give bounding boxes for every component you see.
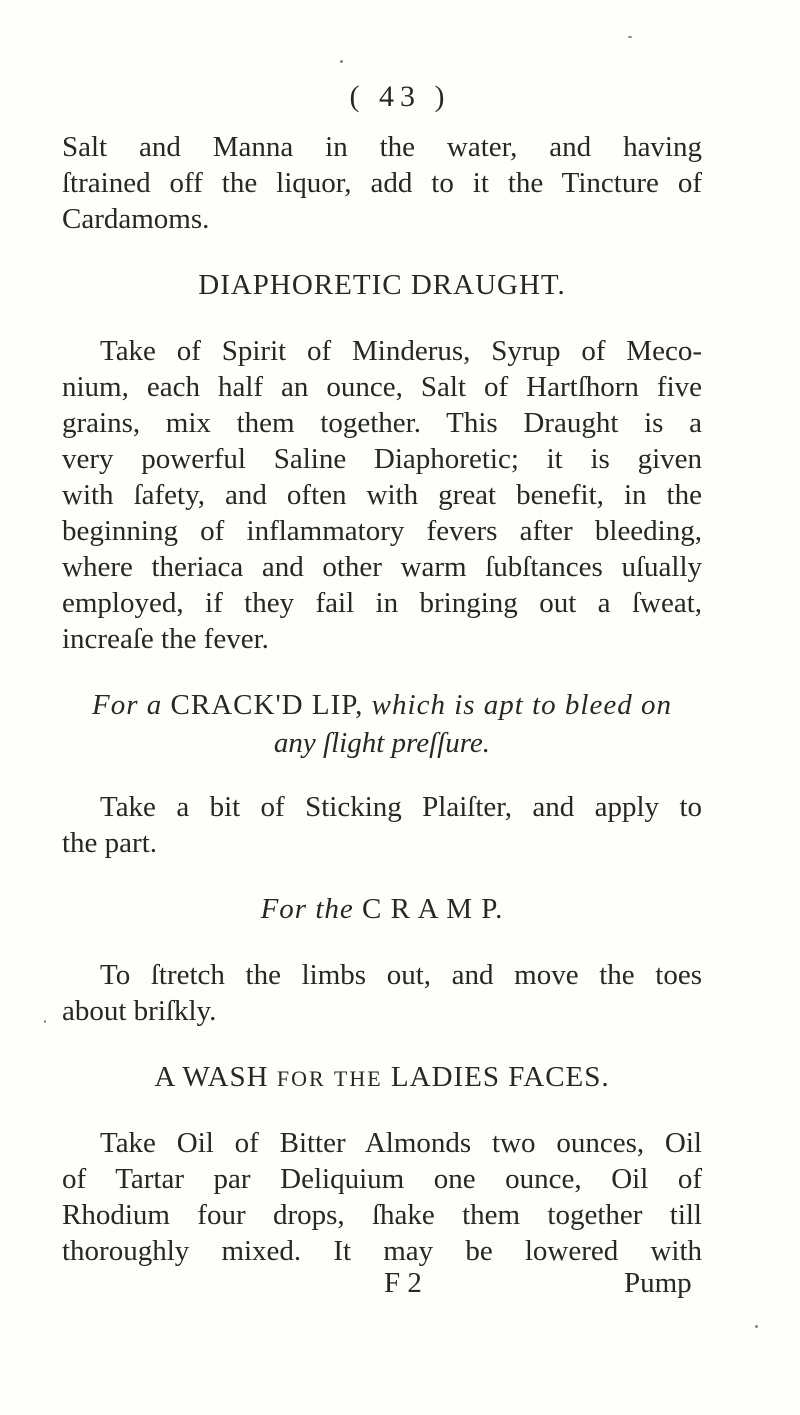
text-line: grains, mix them together. This Draught is a (62, 407, 702, 439)
text-line: increaſe the fever. (62, 623, 269, 655)
heading-the: THE (333, 1066, 383, 1091)
heading-for: FOR (276, 1066, 326, 1091)
section-heading-subline: any ſlight preſſure. (273, 727, 491, 759)
section-heading-cramp (62, 893, 702, 926)
paper-speck (628, 36, 632, 38)
text-line: thoroughly mixed. It may be lowered with (62, 1235, 702, 1267)
paper-speck (44, 1020, 46, 1023)
text-line: Take of Spirit of Minderus, Syrup of Meco- (100, 335, 702, 367)
paper-speck (340, 60, 343, 63)
heading-a: A WASH (154, 1061, 269, 1093)
heading-title: CRACK'D LIP, (170, 689, 364, 721)
text-line: To ſtretch the limbs out, and move the toes (100, 959, 702, 991)
catchword: Pump (624, 1267, 692, 1299)
text-line: ſtrained off the liquor, add to it the Tincture of (62, 167, 702, 199)
heading-title: C R A M P. (362, 893, 504, 925)
text-line: Take Oil of Bitter Almonds two ounces, Oil (100, 1127, 702, 1159)
heading-prefix: For the (260, 893, 354, 925)
heading-suffix: which is apt to bleed on (371, 689, 672, 721)
text-line: nium, each half an ounce, Salt of Hartſhorn five (62, 371, 702, 403)
text-line: the part. (62, 827, 158, 859)
section-heading-cracked-lip (62, 689, 702, 722)
section-heading-wash (62, 1061, 702, 1094)
section-heading-diaphoretic: DIAPHORETIC DRAUGHT. (198, 269, 566, 301)
text-line: employed, if they fail in bringing out a ſweat, (62, 587, 702, 619)
text-line: of Tartar par Deliquium one ounce, Oil of (62, 1163, 702, 1195)
text-line: Take a bit of Sticking Plaiſter, and apply to (100, 791, 702, 823)
text-line: about briſkly. (62, 995, 217, 1027)
page-number: ( 43 ) (349, 80, 451, 113)
heading-prefix: For a (92, 689, 163, 721)
text-line: with ſafety, and often with great benefit, in the (62, 479, 702, 511)
signature-mark: F 2 (384, 1267, 422, 1299)
text-line: Cardamoms. (62, 203, 210, 235)
heading-title: LADIES FACES. (390, 1061, 610, 1093)
text-line: very powerful Saline Diaphoretic; it is given (62, 443, 702, 475)
text-line: Rhodium four drops, ſhake them together till (62, 1199, 702, 1231)
paper-speck (755, 1325, 758, 1328)
text-line: where theriaca and other warm ſubſtances uſually (62, 551, 702, 583)
text-line: beginning of inflammatory fevers after bleeding, (62, 515, 702, 547)
text-line: Salt and Manna in the water, and having (62, 131, 702, 163)
